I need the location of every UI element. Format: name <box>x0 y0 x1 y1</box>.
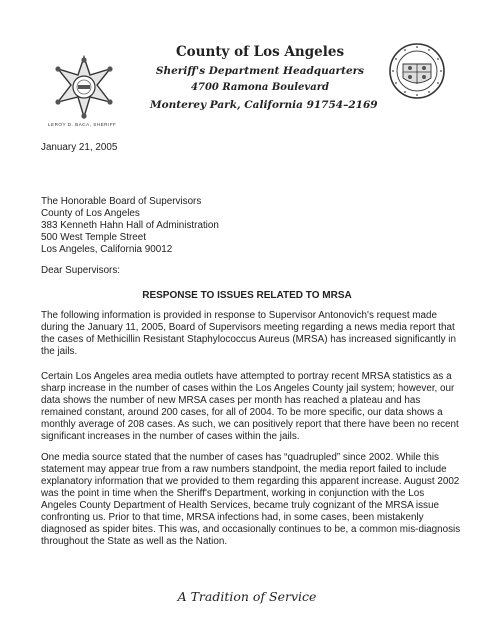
recipient-line: Los Angeles, California 90012 <box>41 244 173 255</box>
body-paragraph: One media source stated that the number of cases has “quadrupled” since 2002. While this statement may appear true from a raw numbers standpoint, the media report failed to include explanatory information that we provided to them regarding this apparent increase. August 2002 was the point in time when the Sheriff's Department, working in conjunction with the Los Angeles County Department of Health Services, became truly cognizant of the MRSA issue confronting us. Prior to that time, MRSA infections had, in some cases, been mistakenly diagnosed as spider bites. This was, and occasionally continues to be, a common mis-diagnosis throughout the State as well as the Nation. <box>41 452 461 547</box>
letter-date: January 21, 2005 <box>41 142 118 153</box>
county-title: County of Los Angeles <box>175 44 345 60</box>
recipient-line: The Honorable Board of Supervisors <box>41 196 202 207</box>
letterhead <box>0 0 494 135</box>
subject-heading: RESPONSE TO ISSUES RELATED TO MRSA <box>142 290 352 301</box>
sheriff-name: LEROY D. BACA, SHERIFF <box>48 122 117 127</box>
body-paragraph: Certain Los Angeles area media outlets have attempted to portray recent MRSA statistics as a sharp increase in the number of cases within the Los Angeles County jail system; however, our data shows the number of new MRSA cases per month has reached a plateau and has remained constant, around 200 cases, for all of 2004. To be more specific, our data shows a monthly average of 208 cases. As such, we can positively report that there have been no recent significant increases in the number of cases within the jails. <box>41 371 459 442</box>
recipient-line: County of Los Angeles <box>41 208 140 219</box>
department-name: Sheriff's Department Headquarters <box>155 65 365 77</box>
footer-motto: A Tradition of Service <box>177 589 317 604</box>
body-paragraph: The following information is provided in response to Supervisor Antonovich's request made during the January 11, 2005, Board of Supervisors meeting regarding a news media report that the cases of Methicillin Resistant Staphylococcus Aureus (MRSA) has increased significantly in the jails. <box>41 310 456 357</box>
recipient-line: 383 Kenneth Hahn Hall of Administration <box>41 220 219 231</box>
county-seal-icon <box>388 42 446 100</box>
street-address: 4700 Ramona Boulevard <box>191 82 329 93</box>
salutation: Dear Supervisors: <box>41 265 121 276</box>
recipient-address <box>41 196 219 256</box>
city-address: Monterey Park, California 91754–2169 <box>150 99 378 111</box>
sheriff-star-badge-icon <box>52 55 116 119</box>
recipient-line: 500 West Temple Street <box>41 232 147 243</box>
